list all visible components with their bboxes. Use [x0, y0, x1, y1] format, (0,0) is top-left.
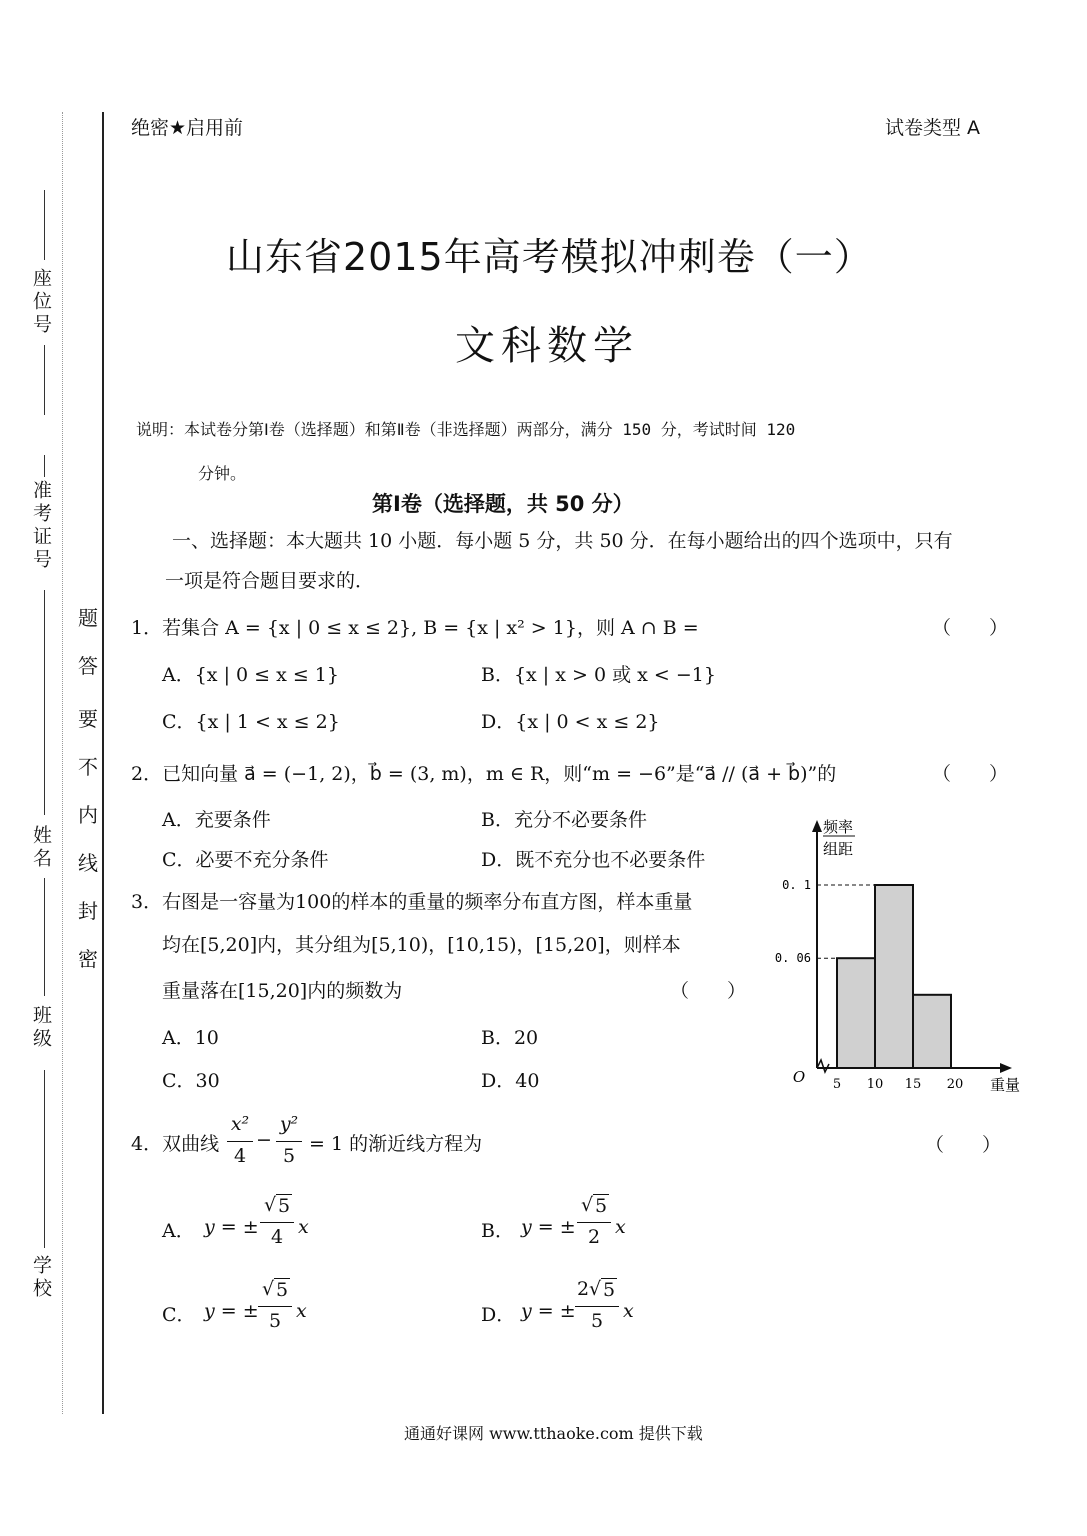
- question-2-option-d[interactable]: D．既不充分也不必要条件: [481, 849, 706, 871]
- seal-char: 内: [78, 803, 98, 827]
- ticket-number-field-lower: [44, 590, 45, 815]
- fraction-bar: [260, 1222, 294, 1223]
- page-subtitle: 文科数学: [455, 323, 639, 369]
- question-4-stem-post: = 1 的渐近线方程为: [309, 1133, 483, 1155]
- section-intro-line-2: 一项是符合题目要求的．: [165, 570, 375, 592]
- seal-char: 要: [78, 707, 98, 731]
- y-tick-label: 0. 1: [782, 878, 811, 892]
- option-prefix: y = ±: [204, 1216, 259, 1238]
- question-3-option-b[interactable]: B．20: [481, 1027, 539, 1049]
- histogram-bar: [913, 995, 951, 1068]
- question-1-stem: 1．若集合 A = {x | 0 ≤ x ≤ 2}, B = {x | x² > 1}，则 A ∩ B =: [131, 617, 699, 639]
- school-label: 学校: [30, 1255, 52, 1301]
- y-tick-label: 0. 06: [774, 951, 811, 966]
- fraction-bar: [258, 1306, 292, 1307]
- seal-char: 线: [78, 851, 98, 875]
- question-1-option-a[interactable]: A．{x | 0 ≤ x ≤ 1}: [162, 664, 339, 686]
- option-label: A．: [162, 1220, 195, 1242]
- denominator: 4: [270, 1226, 284, 1248]
- question-4-option-b[interactable]: [481, 1190, 681, 1260]
- question-3-stem-line-3: 重量落在[15,20]内的频数为: [162, 980, 403, 1002]
- y-axis-arrow-icon: [812, 820, 822, 832]
- question-2-option-b[interactable]: B．充分不必要条件: [481, 809, 647, 831]
- frac2-numerator: y²: [279, 1113, 299, 1135]
- option-label: C．: [162, 1304, 196, 1326]
- seal-char: 封: [78, 899, 98, 923]
- frac2-denominator: 5: [282, 1145, 296, 1167]
- histogram-bar: [837, 958, 875, 1068]
- frac1-denominator: 4: [233, 1145, 247, 1167]
- question-3-option-d[interactable]: D．40: [481, 1070, 540, 1092]
- frac2-bar: [276, 1141, 302, 1142]
- section-intro-line-1: 一、选择题：本大题共 10 小题．每小题 5 分，共 50 分．在每小题给出的四个选项中，只有: [172, 530, 953, 552]
- sqrt-icon: √: [262, 1278, 275, 1300]
- question-1-option-b[interactable]: B．{x | x > 0 或 x < −1}: [481, 664, 716, 686]
- axis-break-icon: [817, 1060, 829, 1072]
- option-prefix: y = ±: [521, 1300, 576, 1322]
- option-var: x: [615, 1216, 626, 1238]
- option-var: x: [298, 1216, 309, 1238]
- option-label: D．: [481, 1304, 516, 1326]
- name-label: 姓名: [30, 825, 52, 871]
- class-field[interactable]: [44, 1070, 45, 1248]
- seal-char: 不: [78, 755, 98, 779]
- y-axis-label-bottom: 组距: [823, 840, 854, 858]
- seat-number-label: 座位号: [30, 268, 52, 337]
- sqrt-icon: √: [264, 1194, 277, 1216]
- question-1-option-d[interactable]: D．{x | 0 < x ≤ 2}: [481, 711, 660, 733]
- question-2-option-c[interactable]: C．必要不充分条件: [162, 849, 329, 871]
- question-3-option-a[interactable]: A．10: [162, 1027, 219, 1049]
- option-var: x: [623, 1300, 634, 1322]
- radicand: 5: [278, 1195, 291, 1217]
- class-label: 班级: [30, 1005, 52, 1051]
- option-label: B．: [481, 1220, 514, 1242]
- question-4-option-d[interactable]: [481, 1274, 681, 1344]
- x-axis-label: 重量: [989, 1076, 1021, 1094]
- question-4-option-a[interactable]: [162, 1190, 362, 1260]
- option-prefix: y = ±: [204, 1300, 259, 1322]
- binding-dotted-line: [62, 112, 63, 1414]
- coefficient: 2: [577, 1278, 590, 1300]
- y-axis-label-top: 频率: [823, 818, 854, 836]
- question-1-option-c[interactable]: C．{x | 1 < x ≤ 2}: [162, 711, 340, 733]
- x-axis-arrow-icon: [1000, 1063, 1012, 1073]
- x-tick-label: 15: [904, 1077, 922, 1092]
- radicand: 5: [595, 1195, 608, 1217]
- option-var: x: [296, 1300, 307, 1322]
- frac1-bar: [227, 1141, 253, 1142]
- radicand: 5: [276, 1279, 289, 1301]
- instructions-line-1: 说明：本试卷分第Ⅰ卷（选择题）和第Ⅱ卷（非选择题）两部分，满分 150 分，考试时间 120: [136, 420, 796, 439]
- paper-type-label: 试卷类型 A: [885, 117, 981, 139]
- question-2-stem: 2．已知向量 a⃗ = (−1, 2)，b⃗ = (3, m)，m ∈ R，则“m = −6”是“a⃗ // (a⃗ + b⃗)”的: [131, 763, 837, 785]
- question-3-option-c[interactable]: C．30: [162, 1070, 220, 1092]
- seal-char: 答: [78, 654, 98, 678]
- footer-source: 通通好课网 www.tthaoke.com 提供下载: [404, 1424, 703, 1443]
- ticket-number-label: 准考证号: [30, 480, 52, 572]
- x-tick-label: 5: [832, 1077, 842, 1092]
- seal-char: 题: [78, 606, 98, 630]
- binding-solid-line: [102, 112, 104, 1414]
- sqrt-icon: √: [589, 1278, 602, 1300]
- ticket-number-field[interactable]: [44, 455, 45, 477]
- seal-char: 密: [78, 947, 98, 971]
- question-3-stem-line-2: 均在[5,20]内，其分组为[5,10)，[10,15)，[15,20]，则样本: [162, 934, 681, 956]
- minus-sign: −: [256, 1129, 272, 1151]
- denominator: 5: [590, 1310, 604, 1332]
- fraction-bar: [575, 1306, 619, 1307]
- section-title: 第Ⅰ卷（选择题，共 50 分）: [372, 492, 634, 516]
- question-3-answer-slot[interactable]: （ ）: [670, 980, 747, 1002]
- frac1-numerator: x²: [230, 1113, 250, 1135]
- denominator: 2: [587, 1226, 601, 1248]
- seat-number-field-lower: [44, 345, 45, 415]
- question-3-stem-line-1: 3．右图是一容量为100的样本的重量的频率分布直方图，样本重量: [131, 891, 693, 913]
- x-tick-label: 20: [946, 1077, 964, 1092]
- question-2-option-a[interactable]: A．充要条件: [162, 809, 271, 831]
- question-4-option-c[interactable]: [162, 1274, 362, 1344]
- question-2-answer-slot[interactable]: （ ）: [932, 763, 1009, 785]
- instructions-line-2: 分钟。: [198, 464, 247, 483]
- seat-number-field[interactable]: [44, 190, 45, 260]
- denominator: 5: [268, 1310, 282, 1332]
- origin-label: O: [792, 1068, 806, 1086]
- name-field[interactable]: [44, 878, 45, 996]
- question-4-stem-pre: 4．双曲线: [131, 1133, 220, 1155]
- fraction-bar: [577, 1222, 611, 1223]
- question-4-answer-slot[interactable]: （ ）: [925, 1134, 1002, 1156]
- radicand: 5: [603, 1279, 616, 1301]
- confidential-label: 绝密★启用前: [131, 117, 244, 139]
- frequency-histogram: [760, 812, 1060, 1102]
- x-tick-label: 10: [866, 1077, 884, 1092]
- option-prefix: y = ±: [521, 1216, 576, 1238]
- histogram-bar: [875, 885, 913, 1068]
- sqrt-icon: √: [581, 1194, 594, 1216]
- question-1-answer-slot[interactable]: （ ）: [932, 617, 1009, 639]
- page-title: 山东省2015年高考模拟冲刺卷（一）: [226, 235, 873, 279]
